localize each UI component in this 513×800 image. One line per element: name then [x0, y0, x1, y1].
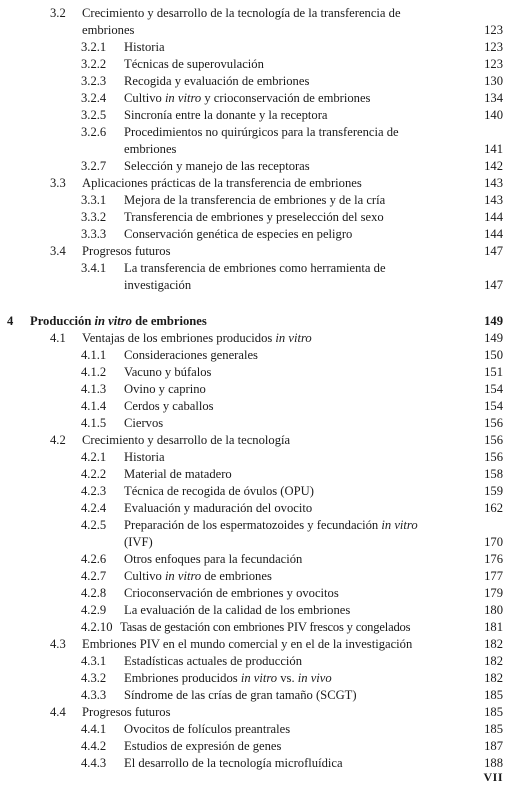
toc-page-number: 154: [484, 382, 503, 396]
toc-number: 4.3.3: [81, 688, 107, 702]
toc-number: 4.2.5: [81, 518, 107, 532]
toc-subsection: [0, 39, 513, 56]
toc-title: [124, 39, 444, 56]
toc-title-text: vs.: [277, 671, 298, 685]
toc-title-text: La transferencia de embriones como herramienta de investigación: [124, 261, 386, 292]
toc-number: 4.4.3: [81, 756, 107, 770]
toc-subsection: [0, 449, 513, 466]
toc-title: [82, 5, 442, 39]
toc-page-number: 177: [484, 569, 503, 583]
toc-page-number: 143: [484, 176, 503, 190]
toc-page-number: 123: [484, 40, 503, 54]
toc-title-italic: in vitro: [240, 671, 278, 685]
toc-subsection: [0, 721, 513, 738]
toc-subsection: [0, 755, 513, 772]
toc-number: 4.2.6: [81, 552, 107, 566]
toc-number: 4.2.2: [81, 467, 107, 481]
toc-number: 4.1.5: [81, 416, 107, 430]
toc-number: 3.2.6: [81, 125, 107, 139]
toc-title: [124, 602, 444, 619]
toc-subsection: [0, 517, 513, 551]
toc-title-text: de embriones: [201, 569, 272, 583]
toc-page-number: 130: [484, 74, 503, 88]
toc-title-text: Progresos futuros: [82, 705, 171, 719]
toc-title-text: Historia: [124, 450, 165, 464]
toc-subsection: [0, 107, 513, 124]
toc-subsection: [0, 56, 513, 73]
toc-title: [82, 636, 442, 653]
toc-title: [120, 619, 440, 636]
toc-section: [0, 175, 513, 192]
toc-page-number: 170: [484, 535, 503, 549]
toc-title-text: Vacuno y búfalos: [124, 365, 212, 379]
toc-title: [124, 398, 444, 415]
toc-number: 4.1: [50, 331, 66, 345]
toc-title: [82, 704, 442, 721]
toc-page-number: 176: [484, 552, 503, 566]
toc-title-text: Embriones producidos: [124, 671, 241, 685]
toc-section: [0, 636, 513, 653]
toc-page-number: 185: [484, 705, 503, 719]
toc-title-text: de embriones: [131, 314, 207, 328]
toc-page-number: 144: [484, 210, 503, 224]
toc-title: [124, 466, 444, 483]
toc-page-number: 188: [484, 756, 503, 770]
toc-title-text: Mejora de la transferencia de embriones y de la cría: [124, 193, 386, 207]
toc-title-text: Estudios de expresión de genes: [124, 739, 282, 753]
toc-title-text: Tasas de gestación con embriones PIV frescos y congelados: [120, 620, 411, 634]
toc-title: [124, 381, 444, 398]
toc-page-number: 156: [484, 433, 503, 447]
toc-subsection: [0, 192, 513, 209]
toc-title-text: y crioconservación de embriones: [201, 91, 371, 105]
toc-title-text: Crioconservación de embriones y ovocitos: [124, 586, 339, 600]
table-of-contents: [0, 5, 513, 772]
toc-subsection: [0, 260, 513, 294]
toc-title-text: Conservación genética de especies en peligro: [124, 227, 353, 241]
toc-section: [0, 243, 513, 260]
toc-title: [124, 721, 444, 738]
toc-section: [0, 432, 513, 449]
toc-page-number: 123: [484, 23, 503, 37]
toc-page-number: 151: [484, 365, 503, 379]
toc-title: [124, 551, 444, 568]
toc-subsection: [0, 415, 513, 432]
toc-number: 3.3.2: [81, 210, 107, 224]
toc-number: 4.1.3: [81, 382, 107, 396]
toc-number: 4.2.4: [81, 501, 107, 515]
toc-title-text: Producción: [30, 314, 95, 328]
toc-chapter: [0, 313, 513, 330]
toc-title: [124, 687, 444, 704]
toc-title-text: Preparación de los espermatozoides y fecundación: [124, 518, 382, 532]
toc-section: [0, 704, 513, 721]
toc-number: 4.2.10: [81, 620, 113, 634]
toc-number: 4.2: [50, 433, 66, 447]
toc-subsection: [0, 551, 513, 568]
toc-title-text: Sincronía entre la donante y la receptora: [124, 108, 328, 122]
toc-number: 4.2.7: [81, 569, 107, 583]
toc-page-number: 141: [484, 142, 503, 156]
toc-number: 3.2: [50, 6, 66, 20]
toc-number: 4.3.2: [81, 671, 107, 685]
toc-title-text: Embriones PIV en el mundo comercial y en el de la investigación: [82, 637, 413, 651]
toc-number: 4.1.2: [81, 365, 107, 379]
toc-subsection: [0, 653, 513, 670]
toc-title-text: Ventajas de los embriones producidos: [82, 331, 276, 345]
toc-subsection: [0, 585, 513, 602]
toc-title: [82, 175, 442, 192]
toc-subsection: [0, 209, 513, 226]
toc-title-italic: in vitro: [381, 518, 418, 532]
toc-title: [124, 347, 444, 364]
toc-title-italic: in vitro: [275, 331, 312, 345]
toc-subsection: [0, 670, 513, 687]
toc-number: 4.3: [50, 637, 66, 651]
toc-number: 3.2.3: [81, 74, 107, 88]
toc-subsection: [0, 738, 513, 755]
toc-title-text: Cultivo: [124, 91, 165, 105]
toc-title-text: Crecimiento y desarrollo de la tecnología de la transferencia de embriones: [82, 6, 401, 37]
toc-title-italic: in vitro: [164, 91, 202, 105]
toc-subsection: [0, 347, 513, 364]
toc-number: 3.3.1: [81, 193, 107, 207]
toc-title-text: Consideraciones generales: [124, 348, 258, 362]
toc-title-text: Técnicas de superovulación: [124, 57, 264, 71]
toc-title-text: Cultivo: [124, 569, 165, 583]
toc-title-text: Transferencia de embriones y preselección del sexo: [124, 210, 384, 224]
toc-title: [124, 90, 444, 107]
toc-subsection: [0, 619, 513, 636]
toc-subsection: [0, 466, 513, 483]
toc-title-text: Técnica de recogida de óvulos (OPU): [124, 484, 314, 498]
toc-page-number: 187: [484, 739, 503, 753]
toc-number: 4.4.2: [81, 739, 107, 753]
toc-number: 3.2.4: [81, 91, 107, 105]
toc-title: [124, 192, 444, 209]
toc-title: [82, 432, 442, 449]
toc-title: [124, 500, 444, 517]
toc-number: 4.3.1: [81, 654, 107, 668]
toc-number: 4.1.4: [81, 399, 107, 413]
toc-title: [124, 73, 444, 90]
toc-page-number: 123: [484, 57, 503, 71]
toc-subsection: [0, 73, 513, 90]
toc-title-italic: in vitro: [94, 314, 132, 328]
toc-title: [124, 517, 444, 551]
toc-title: [124, 415, 444, 432]
toc-page-number: 144: [484, 227, 503, 241]
toc-section: [0, 330, 513, 347]
toc-title: [124, 653, 444, 670]
toc-page-number: 180: [484, 603, 503, 617]
toc-number: 4.1.1: [81, 348, 107, 362]
toc-title-text: (IVF): [124, 535, 153, 549]
toc-page-number: 156: [484, 416, 503, 430]
toc-page-number: 185: [484, 722, 503, 736]
toc-title-text: Crecimiento y desarrollo de la tecnología: [82, 433, 291, 447]
toc-subsection: [0, 568, 513, 585]
toc-page-number: 143: [484, 193, 503, 207]
toc-number: 3.4: [50, 244, 66, 258]
toc-title-text: Ovino y caprino: [124, 382, 206, 396]
toc-number: 3.2.5: [81, 108, 107, 122]
toc-title-italic: in vitro: [164, 569, 202, 583]
toc-number: 3.2.1: [81, 40, 107, 54]
toc-page-number: 159: [484, 484, 503, 498]
toc-title-text: Evaluación y maduración del ovocito: [124, 501, 313, 515]
toc-page-number: 158: [484, 467, 503, 481]
toc-page-number: 181: [484, 620, 503, 634]
toc-title-text: El desarrollo de la tecnología microfluídica: [124, 756, 343, 770]
toc-title-text: Selección y manejo de las receptoras: [124, 159, 310, 173]
toc-page-number: 182: [484, 654, 503, 668]
toc-number: 4.4: [50, 705, 66, 719]
toc-number: 4: [7, 314, 14, 328]
toc-subsection: [0, 398, 513, 415]
toc-title: [82, 243, 442, 260]
toc-number: 4.2.9: [81, 603, 107, 617]
toc-page-number: 150: [484, 348, 503, 362]
toc-subsection: [0, 226, 513, 243]
toc-subsection: [0, 364, 513, 381]
toc-page-number: 134: [484, 91, 503, 105]
toc-title: [124, 260, 444, 294]
toc-page-number: 179: [484, 586, 503, 600]
toc-number: 3.2.2: [81, 57, 107, 71]
toc-page-number: 142: [484, 159, 503, 173]
toc-page-number: 156: [484, 450, 503, 464]
toc-page-number: 182: [484, 671, 503, 685]
toc-title-text: Cerdos y caballos: [124, 399, 214, 413]
toc-number: 4.2.1: [81, 450, 107, 464]
toc-title-text: Procedimientos no quirúrgicos para la transferencia de embriones: [124, 125, 399, 156]
toc-page-number: 185: [484, 688, 503, 702]
toc-subsection: [0, 124, 513, 158]
toc-title: [124, 755, 444, 772]
section-gap: [0, 294, 513, 313]
toc-title-text: Aplicaciones prácticas de la transferencia de embriones: [82, 176, 362, 190]
toc-title: [124, 670, 444, 687]
toc-page-number: 147: [484, 278, 503, 292]
toc-subsection: [0, 381, 513, 398]
page-folio: VII: [483, 770, 503, 784]
toc-number: 4.2.8: [81, 586, 107, 600]
toc-title-text: Estadísticas actuales de producción: [124, 654, 302, 668]
toc-title-italic: in vivo: [297, 671, 332, 685]
toc-number: 3.3: [50, 176, 66, 190]
toc-title-text: Progresos futuros: [82, 244, 171, 258]
toc-title-text: Ciervos: [124, 416, 164, 430]
toc-number: 3.4.1: [81, 261, 107, 275]
toc-page-number: 140: [484, 108, 503, 122]
toc-title: [124, 483, 444, 500]
toc-subsection: [0, 90, 513, 107]
toc-title: [82, 330, 442, 347]
toc-title: [124, 209, 444, 226]
toc-number: 4.4.1: [81, 722, 107, 736]
toc-title: [124, 56, 444, 73]
toc-page-number: 147: [484, 244, 503, 258]
toc-page-number: 149: [484, 314, 503, 328]
toc-page-number: 154: [484, 399, 503, 413]
toc-title: [124, 124, 444, 158]
toc-title: [124, 158, 444, 175]
toc-title: [30, 313, 207, 330]
toc-subsection: [0, 500, 513, 517]
toc-page-number: 182: [484, 637, 503, 651]
toc-number: 4.2.3: [81, 484, 107, 498]
toc-title-text: La evaluación de la calidad de los embriones: [124, 603, 351, 617]
toc-title-text: Material de matadero: [124, 467, 232, 481]
toc-page-number: 162: [484, 501, 503, 515]
toc-title: [124, 449, 444, 466]
toc-title: [124, 738, 444, 755]
toc-title: [124, 568, 444, 585]
toc-number: 3.2.7: [81, 159, 107, 173]
toc-title-text: Recogida y evaluación de embriones: [124, 74, 310, 88]
toc-number: 3.3.3: [81, 227, 107, 241]
toc-subsection: [0, 158, 513, 175]
toc-subsection: [0, 687, 513, 704]
toc-title-text: Ovocitos de folículos preantrales: [124, 722, 291, 736]
toc-page-number: 149: [484, 331, 503, 345]
toc-subsection: [0, 602, 513, 619]
toc-title-text: Otros enfoques para la fecundación: [124, 552, 303, 566]
toc-title-text: Síndrome de las crías de gran tamaño (SCGT): [124, 688, 357, 702]
toc-title: [124, 226, 444, 243]
toc-subsection: [0, 483, 513, 500]
toc-title: [124, 585, 444, 602]
toc-section: [0, 5, 513, 39]
toc-title: [124, 107, 444, 124]
toc-title-text: Historia: [124, 40, 165, 54]
toc-title: [124, 364, 444, 381]
